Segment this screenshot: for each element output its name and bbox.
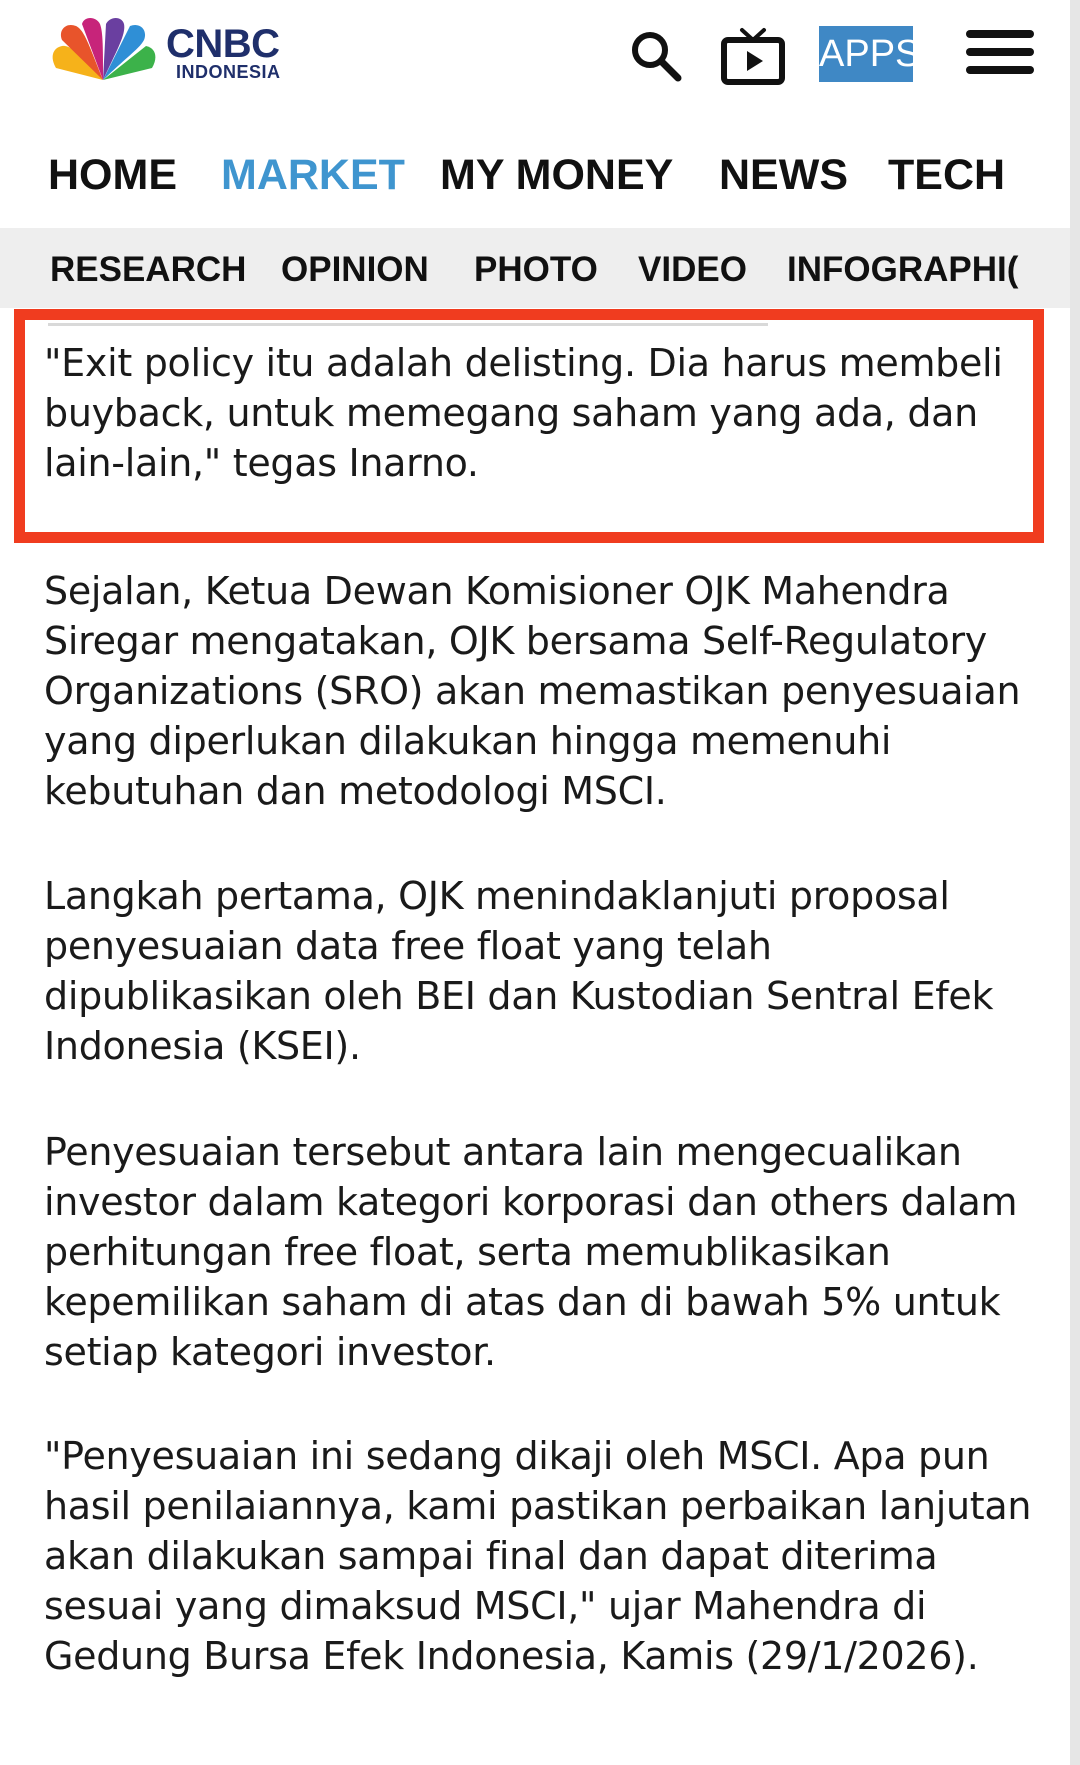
primary-nav: [0, 130, 1070, 220]
subnav-scroll-fade: [1030, 228, 1070, 308]
article-paragraph: "Penyesuaian ini sedang dikaji oleh MSCI. Apa pun hasil penilaiannya, kami pastikan perbaikan lanjutan akan dilakukan sampai final dan dapat diterima sesuai yang dimaksud MSCI," ujar Mahendra di Gedung Bursa Efek Indonesia, Kamis (29/1/2026).: [44, 1434, 1032, 1678]
nav-news[interactable]: NEWS: [719, 151, 848, 199]
tv-icon[interactable]: [720, 26, 786, 86]
menu-icon[interactable]: [966, 30, 1034, 74]
subnav-video[interactable]: VIDEO: [638, 250, 747, 289]
nav-tech[interactable]: TECH: [888, 151, 1006, 199]
secondary-nav: [0, 228, 1070, 308]
subnav-photo[interactable]: PHOTO: [474, 250, 598, 289]
search-icon[interactable]: [628, 28, 684, 84]
subnav-opinion[interactable]: OPINION: [281, 250, 429, 289]
nav-home[interactable]: HOME: [48, 151, 177, 199]
subnav-infographic[interactable]: INFOGRAPHI(: [787, 250, 1019, 289]
logo-wordmark: CNBC: [166, 22, 280, 66]
nav-market[interactable]: MARKET: [221, 151, 405, 199]
site-header: [0, 0, 1070, 118]
nav-my-money[interactable]: MY MONEY: [440, 151, 674, 199]
subnav-research[interactable]: RESEARCH: [50, 250, 247, 289]
page-edge: [1070, 0, 1080, 1765]
article-paragraph: Langkah pertama, OJK menindaklanjuti proposal penyesuaian data free float yang telah dipublikasikan oleh BEI dan Kustodian Sentral Efek Indonesia (KSEI).: [44, 874, 994, 1068]
logo-subtitle: INDONESIA: [176, 62, 281, 82]
article-paragraph: Penyesuaian tersebut antara lain mengecualikan investor dalam kategori korporasi dan others dalam perhitungan free float, serta memublikasikan kepemilikan saham di atas dan di bawah 5% untuk setiap kategori investor.: [44, 1130, 1018, 1374]
cnbc-indonesia-logo[interactable]: [48, 18, 308, 88]
apps-button[interactable]: APPS: [819, 26, 913, 82]
peacock-icon: [48, 18, 158, 88]
highlighted-quote: "Exit policy itu adalah delisting. Dia harus membeli buyback, untuk memegang saham yang ada, dan lain-lain," tegas Inarno.: [44, 341, 1003, 485]
article-paragraph: Sejalan, Ketua Dewan Komisioner OJK Mahendra Siregar mengatakan, OJK bersama Self-Regulatory Organizations (SRO) akan memastikan penyesuaian yang diperlukan dilakukan hingga memenuhi kebutuhan dan metodologi MSCI.: [44, 569, 1021, 813]
